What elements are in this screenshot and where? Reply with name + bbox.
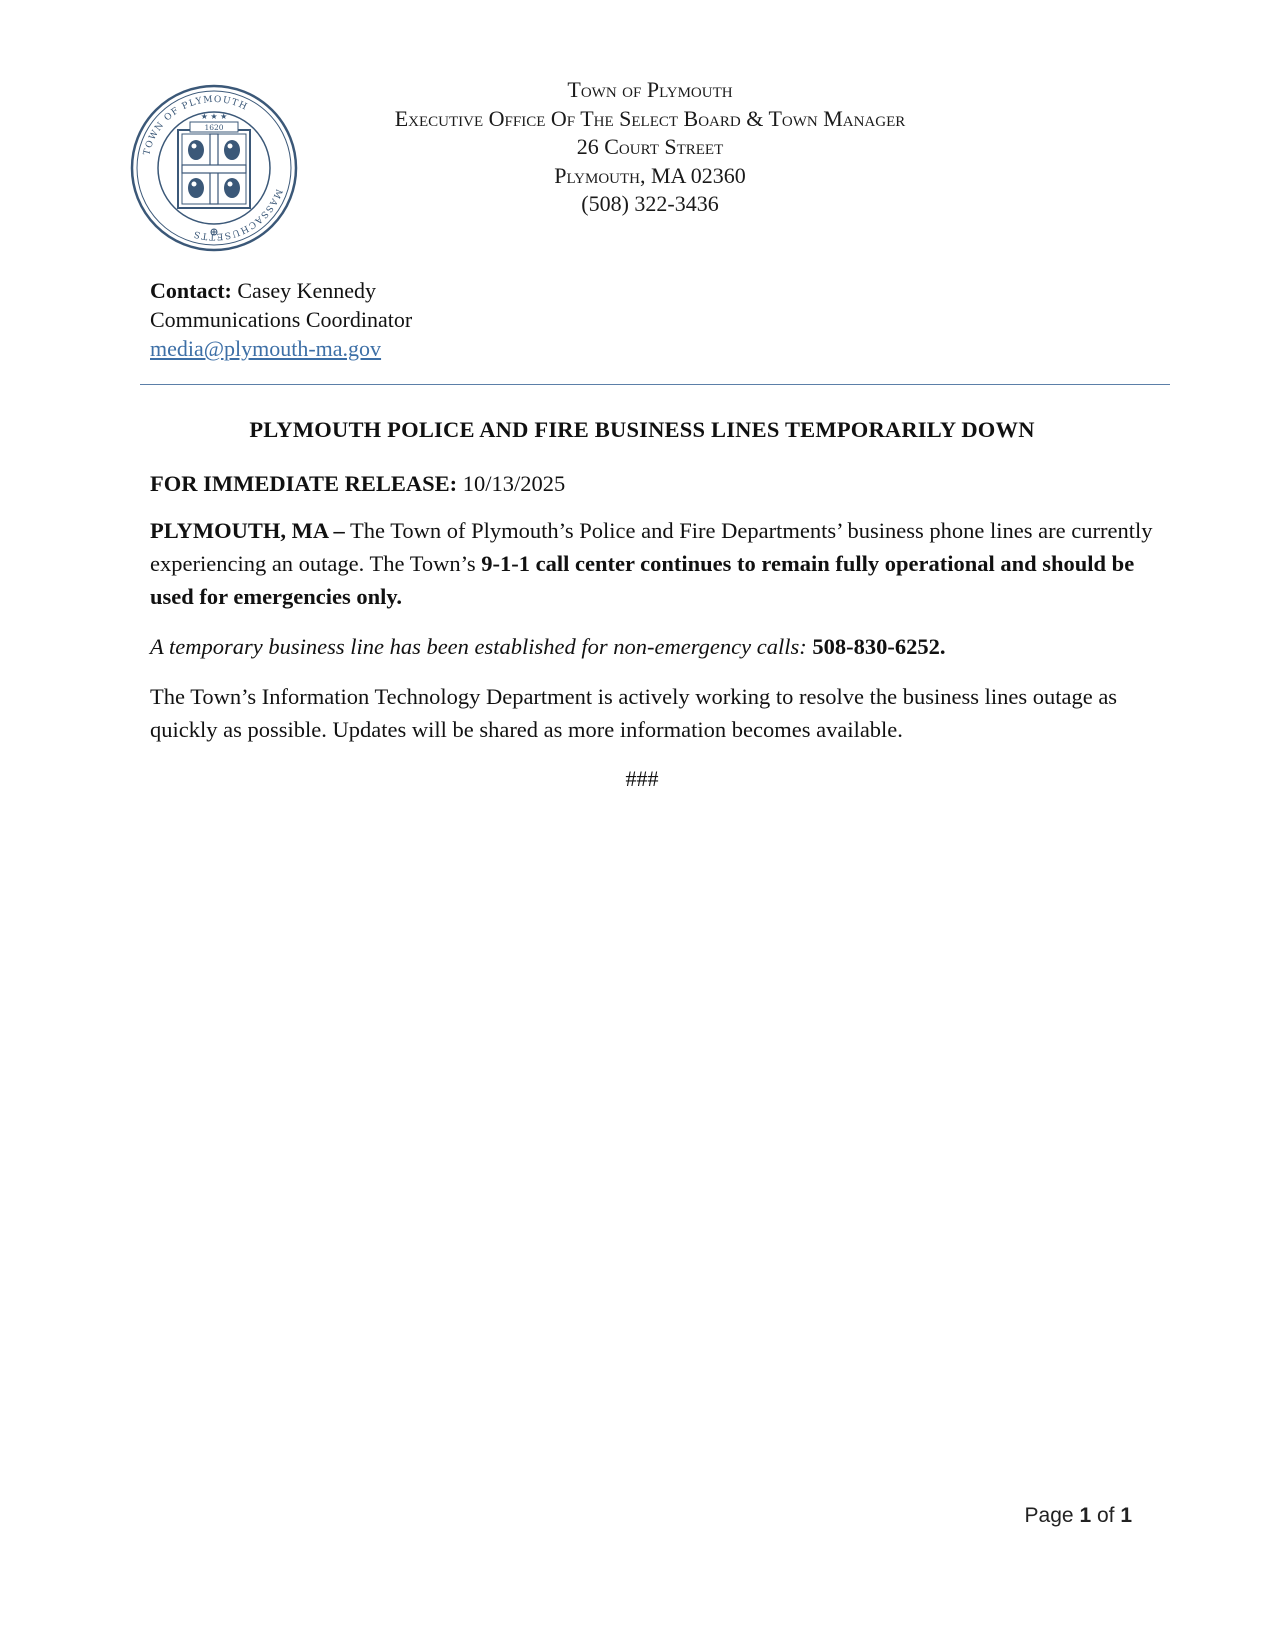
p1-text: The Town of Plymouth’s Police and Fire Departments’ business phone lines are currently experiencing an outage. The Town’s	[150, 518, 1153, 576]
body-paragraph-1	[150, 514, 1160, 613]
town-seal-logo	[130, 84, 298, 252]
dateline: PLYMOUTH, MA –	[150, 518, 345, 543]
header-divider	[140, 384, 1170, 385]
contact-label: Contact:	[150, 278, 232, 303]
p2-italic-text: A temporary business line has been established for non-emergency calls:	[150, 634, 807, 659]
seal-ring-text-top: TOWN OF PLYMOUTH	[142, 94, 250, 157]
release-date: 10/13/2025	[457, 471, 566, 496]
release-label: FOR IMMEDIATE RELEASE:	[150, 471, 458, 496]
press-release-headline: PLYMOUTH POLICE AND FIRE BUSINESS LINES TEMPORARILY DOWN	[249, 417, 1035, 442]
page-number-middle: of	[1091, 1504, 1121, 1527]
seal-ring-text-right: MASSACHUSETTS	[191, 187, 284, 242]
letterhead-phone: (508) 322-3436	[581, 191, 719, 216]
page-number-prefix: Page	[1024, 1504, 1080, 1527]
body-paragraph-3: The Town’s Information Technology Department is actively working to resolve the business lines outage as quickly as possible. Updates will be shared as more information becomes available.	[150, 684, 1118, 742]
contact-title: Communications Coordinator	[150, 307, 413, 332]
page-number-current: 1	[1079, 1504, 1092, 1527]
body-paragraph-2	[150, 630, 1160, 663]
page-number	[1025, 1504, 1132, 1528]
release-line	[150, 471, 565, 497]
contact-block	[150, 276, 412, 363]
page-number-total: 1	[1120, 1504, 1132, 1527]
temporary-phone-number: 508-830-6252.	[806, 634, 946, 659]
contact-name: Casey Kennedy	[231, 278, 377, 303]
svg-text:★ ★ ★: ★ ★ ★	[200, 112, 228, 121]
seal-year: 1620	[204, 123, 224, 132]
letterhead-office: Executive Office Of The Select Board & Town Manager	[394, 105, 906, 131]
letterhead-street: 26 Court Street	[576, 134, 724, 159]
letterhead-town: Town of Plymouth	[567, 77, 733, 102]
letterhead-city: Plymouth, MA 02360	[554, 162, 746, 188]
letterhead	[300, 76, 1000, 219]
contact-email-link[interactable]: media@plymouth-ma.gov	[150, 336, 382, 361]
end-mark: ###	[625, 766, 659, 791]
p1-bold-text: 9-1-1 call center continues to remain fully operational and should be used for emergencies only.	[150, 551, 1135, 609]
